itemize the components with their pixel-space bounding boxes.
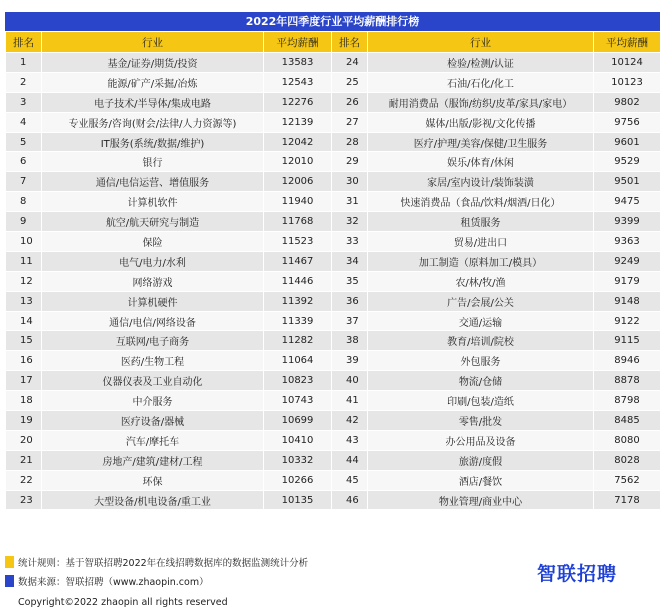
industry-cell: 能源/矿产/采掘/冶炼 — [42, 72, 264, 92]
salary-ranking-table-container — [5, 12, 660, 510]
salary-cell: 9475 — [594, 192, 661, 212]
industry-cell: 医药/生物工程 — [42, 351, 264, 371]
industry-cell: 汽车/摩托车 — [42, 430, 264, 450]
rank-cell: 5 — [6, 132, 42, 152]
industry-cell: 酒店/餐饮 — [368, 470, 594, 490]
zhaopin-logo: 智联招聘 — [537, 563, 618, 585]
industry-cell: 医疗设备/器械 — [42, 411, 264, 431]
industry-cell: 加工制造（原料加工/模具） — [368, 251, 594, 271]
industry-cell: 媒体/出版/影视/文化传播 — [368, 112, 594, 132]
table-row — [6, 490, 661, 510]
industry-cell: 电气/电力/水利 — [42, 251, 264, 271]
salary-cell: 10699 — [264, 411, 332, 431]
salary-cell: 11064 — [264, 351, 332, 371]
table-row — [6, 371, 661, 391]
salary-cell: 10266 — [264, 470, 332, 490]
salary-cell: 10332 — [264, 450, 332, 470]
salary-cell: 11523 — [264, 232, 332, 252]
table-row — [6, 92, 661, 112]
table-row — [6, 251, 661, 271]
table-row — [6, 450, 661, 470]
rank-cell: 31 — [332, 192, 368, 212]
table-row — [6, 132, 661, 152]
salary-cell: 11339 — [264, 311, 332, 331]
rank-cell: 18 — [6, 391, 42, 411]
table-row — [6, 291, 661, 311]
industry-cell: 航空/航天研究与制造 — [42, 212, 264, 232]
table-row — [6, 72, 661, 92]
rank-cell: 43 — [332, 430, 368, 450]
rank-cell: 22 — [6, 470, 42, 490]
rank-cell: 36 — [332, 291, 368, 311]
rank-cell: 12 — [6, 271, 42, 291]
rank-cell: 13 — [6, 291, 42, 311]
table-row — [6, 331, 661, 351]
table-row — [6, 192, 661, 212]
header-industry-left: 行业 — [42, 32, 264, 53]
industry-cell: 广告/会展/公关 — [368, 291, 594, 311]
salary-cell: 9501 — [594, 172, 661, 192]
rank-cell: 33 — [332, 232, 368, 252]
rank-cell: 4 — [6, 112, 42, 132]
copyright-text: Copyright©2022 zhaopin all rights reserved — [18, 597, 228, 608]
salary-cell: 12006 — [264, 172, 332, 192]
table-row — [6, 311, 661, 331]
rank-cell: 19 — [6, 411, 42, 431]
industry-cell: 通信/电信/网络设备 — [42, 311, 264, 331]
salary-cell: 12139 — [264, 112, 332, 132]
industry-cell: 通信/电信运营、增值服务 — [42, 172, 264, 192]
salary-cell: 8080 — [594, 430, 661, 450]
industry-cell: 专业服务/咨询(财会/法律/人力资源等) — [42, 112, 264, 132]
table-row — [6, 172, 661, 192]
header-industry-right: 行业 — [368, 32, 594, 53]
header-rank-right: 排名 — [332, 32, 368, 53]
industry-cell: 基金/证券/期货/投资 — [42, 53, 264, 73]
industry-cell: 计算机软件 — [42, 192, 264, 212]
table-row — [6, 212, 661, 232]
salary-cell: 8946 — [594, 351, 661, 371]
industry-cell: 物流/仓储 — [368, 371, 594, 391]
table-header-row — [6, 32, 661, 53]
table-row — [6, 430, 661, 450]
salary-cell: 9115 — [594, 331, 661, 351]
salary-cell: 9122 — [594, 311, 661, 331]
rank-cell: 11 — [6, 251, 42, 271]
salary-cell: 12543 — [264, 72, 332, 92]
rank-cell: 35 — [332, 271, 368, 291]
industry-cell: 印刷/包装/造纸 — [368, 391, 594, 411]
industry-cell: 计算机硬件 — [42, 291, 264, 311]
rank-cell: 6 — [6, 152, 42, 172]
table-row — [6, 271, 661, 291]
rank-cell: 46 — [332, 490, 368, 510]
salary-ranking-table — [5, 31, 661, 510]
industry-cell: 耐用消费品（服饰/纺织/皮革/家具/家电） — [368, 92, 594, 112]
header-rank-left: 排名 — [6, 32, 42, 53]
table-row — [6, 470, 661, 490]
rank-cell: 21 — [6, 450, 42, 470]
rank-cell: 10 — [6, 232, 42, 252]
industry-cell: 租赁服务 — [368, 212, 594, 232]
rank-cell: 42 — [332, 411, 368, 431]
table-row — [6, 391, 661, 411]
salary-cell: 10135 — [264, 490, 332, 510]
rank-cell: 23 — [6, 490, 42, 510]
table-row — [6, 152, 661, 172]
rank-cell: 40 — [332, 371, 368, 391]
salary-cell: 8028 — [594, 450, 661, 470]
industry-cell: 石油/石化/化工 — [368, 72, 594, 92]
industry-cell: 银行 — [42, 152, 264, 172]
rank-cell: 44 — [332, 450, 368, 470]
rank-cell: 24 — [332, 53, 368, 73]
rank-cell: 3 — [6, 92, 42, 112]
yellow-square-icon — [5, 556, 14, 568]
rank-cell: 14 — [6, 311, 42, 331]
salary-cell: 10823 — [264, 371, 332, 391]
salary-cell: 9249 — [594, 251, 661, 271]
salary-cell: 11467 — [264, 251, 332, 271]
salary-cell: 9802 — [594, 92, 661, 112]
industry-cell: 检验/检测/认证 — [368, 53, 594, 73]
rank-cell: 45 — [332, 470, 368, 490]
salary-cell: 9148 — [594, 291, 661, 311]
salary-cell: 12010 — [264, 152, 332, 172]
industry-cell: 房地产/建筑/建材/工程 — [42, 450, 264, 470]
industry-cell: 交通/运输 — [368, 311, 594, 331]
rank-cell: 30 — [332, 172, 368, 192]
blue-square-icon — [5, 575, 14, 587]
salary-cell: 9179 — [594, 271, 661, 291]
industry-cell: 医疗/护理/美容/保健/卫生服务 — [368, 132, 594, 152]
rank-cell: 16 — [6, 351, 42, 371]
industry-cell: 中介服务 — [42, 391, 264, 411]
table-body — [6, 53, 661, 510]
salary-cell: 10410 — [264, 430, 332, 450]
rank-cell: 15 — [6, 331, 42, 351]
salary-cell: 11940 — [264, 192, 332, 212]
industry-cell: 办公用品及设备 — [368, 430, 594, 450]
industry-cell: 贸易/进出口 — [368, 232, 594, 252]
salary-cell: 13583 — [264, 53, 332, 73]
salary-cell: 11446 — [264, 271, 332, 291]
industry-cell: 家居/室内设计/装饰装潢 — [368, 172, 594, 192]
table-row — [6, 112, 661, 132]
table-row — [6, 351, 661, 371]
table-row — [6, 53, 661, 73]
data-source-note — [5, 574, 209, 588]
salary-cell: 8798 — [594, 391, 661, 411]
stat-rule-note — [5, 555, 308, 569]
rank-cell: 41 — [332, 391, 368, 411]
industry-cell: 农/林/牧/渔 — [368, 271, 594, 291]
industry-cell: 外包服务 — [368, 351, 594, 371]
rank-cell: 34 — [332, 251, 368, 271]
rank-cell: 26 — [332, 92, 368, 112]
industry-cell: 互联网/电子商务 — [42, 331, 264, 351]
rank-cell: 27 — [332, 112, 368, 132]
rank-cell: 9 — [6, 212, 42, 232]
industry-cell: IT服务(系统/数据/维护) — [42, 132, 264, 152]
table-row — [6, 232, 661, 252]
salary-cell: 7562 — [594, 470, 661, 490]
rank-cell: 29 — [332, 152, 368, 172]
salary-cell: 9529 — [594, 152, 661, 172]
industry-cell: 物业管理/商业中心 — [368, 490, 594, 510]
salary-cell: 10743 — [264, 391, 332, 411]
salary-cell: 11768 — [264, 212, 332, 232]
salary-cell: 11392 — [264, 291, 332, 311]
salary-cell: 9399 — [594, 212, 661, 232]
salary-cell: 10124 — [594, 53, 661, 73]
industry-cell: 保险 — [42, 232, 264, 252]
salary-cell: 9601 — [594, 132, 661, 152]
rank-cell: 20 — [6, 430, 42, 450]
salary-cell: 10123 — [594, 72, 661, 92]
rank-cell: 25 — [332, 72, 368, 92]
stat-rule-text: 统计规则：基于智联招聘2022年在线招聘数据库的数据监测统计分析 — [18, 558, 309, 569]
rank-cell: 1 — [6, 53, 42, 73]
rank-cell: 2 — [6, 72, 42, 92]
header-salary-right: 平均薪酬 — [594, 32, 661, 53]
table-row — [6, 411, 661, 431]
header-salary-left: 平均薪酬 — [264, 32, 332, 53]
salary-cell: 9756 — [594, 112, 661, 132]
salary-cell: 9363 — [594, 232, 661, 252]
salary-cell: 12042 — [264, 132, 332, 152]
salary-cell: 12276 — [264, 92, 332, 112]
industry-cell: 仪器仪表及工业自动化 — [42, 371, 264, 391]
industry-cell: 电子技术/半导体/集成电路 — [42, 92, 264, 112]
industry-cell: 快速消费品（食品/饮料/烟酒/日化） — [368, 192, 594, 212]
table-title: 2022年四季度行业平均薪酬排行榜 — [5, 12, 660, 31]
rank-cell: 17 — [6, 371, 42, 391]
industry-cell: 教育/培训/院校 — [368, 331, 594, 351]
industry-cell: 零售/批发 — [368, 411, 594, 431]
salary-cell: 11282 — [264, 331, 332, 351]
industry-cell: 大型设备/机电设备/重工业 — [42, 490, 264, 510]
industry-cell: 娱乐/体育/休闲 — [368, 152, 594, 172]
rank-cell: 32 — [332, 212, 368, 232]
industry-cell: 旅游/度假 — [368, 450, 594, 470]
rank-cell: 7 — [6, 172, 42, 192]
rank-cell: 8 — [6, 192, 42, 212]
salary-cell: 7178 — [594, 490, 661, 510]
data-source-text: 数据来源：智联招聘（www.zhaopin.com） — [18, 577, 209, 588]
industry-cell: 环保 — [42, 470, 264, 490]
salary-cell: 8878 — [594, 371, 661, 391]
rank-cell: 37 — [332, 311, 368, 331]
rank-cell: 38 — [332, 331, 368, 351]
rank-cell: 28 — [332, 132, 368, 152]
industry-cell: 网络游戏 — [42, 271, 264, 291]
rank-cell: 39 — [332, 351, 368, 371]
salary-cell: 8485 — [594, 411, 661, 431]
